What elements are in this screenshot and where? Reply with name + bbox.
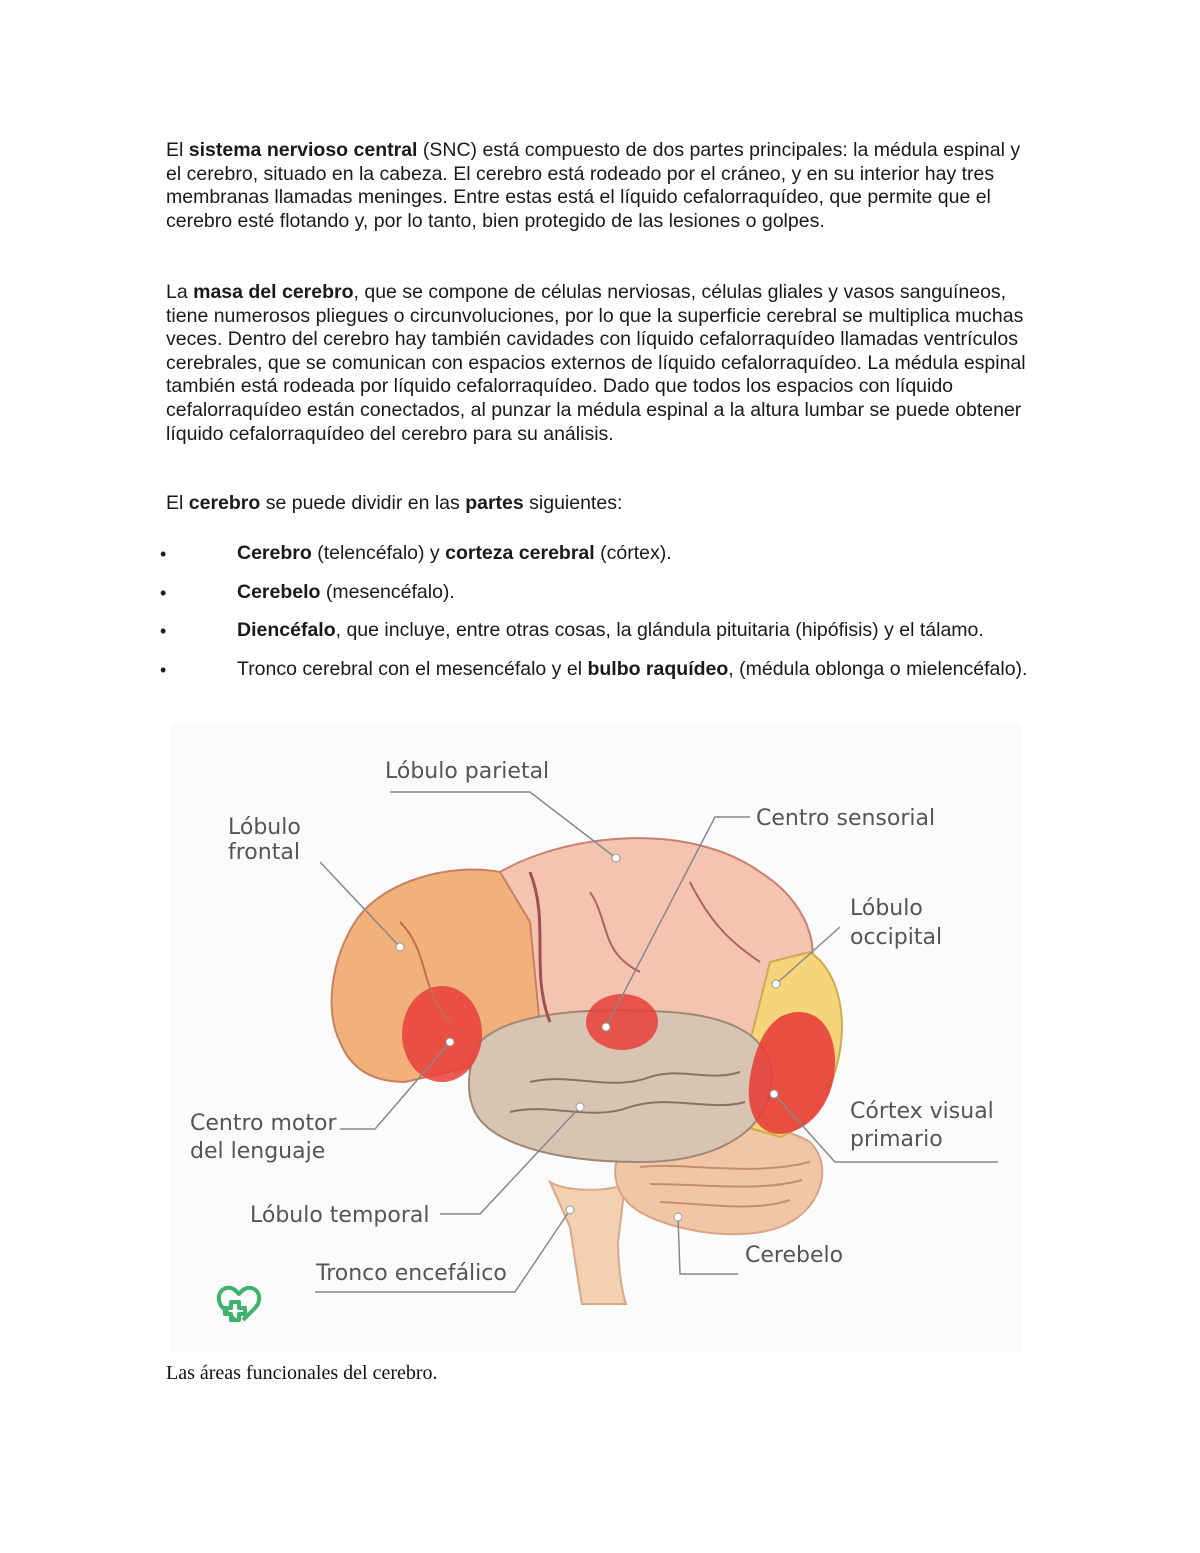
item-text: (telencéfalo) y bbox=[311, 542, 446, 564]
paragraph-text: La bbox=[166, 281, 194, 303]
label-parietal: Lóbulo parietal bbox=[385, 759, 550, 784]
bold-term: partes bbox=[465, 492, 524, 514]
label-temporal: Lóbulo temporal bbox=[250, 1203, 430, 1228]
paragraph-text: El bbox=[166, 492, 189, 514]
bold-term: corteza cerebral bbox=[445, 542, 595, 564]
bold-term: Cerebelo bbox=[237, 580, 321, 603]
brain-diagram-figure bbox=[170, 722, 1022, 1352]
figure-caption: Las áreas funcionales del cerebro. bbox=[166, 1362, 438, 1384]
label-occipital-line1: Lóbulo bbox=[850, 896, 923, 921]
item-text: (mesencéfalo). bbox=[320, 580, 455, 603]
brain-diagram bbox=[170, 722, 1022, 1352]
paragraph-text: se puede dividir en las bbox=[260, 492, 466, 514]
bold-term: Diencéfalo bbox=[237, 619, 336, 642]
item-text: , que incluye, entre otras cosas, la glándula pituitaria (hipófisis) y el tálamo. bbox=[335, 619, 984, 642]
label-sensorial: Centro sensorial bbox=[756, 806, 936, 831]
bold-term: masa del cerebro bbox=[193, 281, 354, 303]
paragraph-text: El bbox=[166, 139, 189, 161]
paragraph-brain-mass bbox=[166, 281, 1036, 446]
paragraph-text: (SNC) está compuesto de dos partes principales: la médula espinal y el cerebro, situado en la cabeza. El cerebro está rodeado por el cráneo, y en su interior hay tres membranas llamadas meninges. Entre estas está el líquido cefalorraquídeo, que permite que el cerebro esté flotando y, por lo tanto, bien protegido de las lesiones o golpes. bbox=[166, 139, 1021, 232]
label-frontal-line1: Lóbulo bbox=[228, 815, 301, 840]
motor-speech-area bbox=[402, 986, 482, 1082]
bold-term: cerebro bbox=[188, 492, 261, 514]
bullet-icon: • bbox=[160, 544, 167, 564]
bullet-icon: • bbox=[160, 621, 167, 642]
paragraph-text: , que se compone de células nerviosas, células gliales y vasos sanguíneos, tiene numerosos pliegues o circunvoluciones, por lo que la superficie cerebral se multiplica muchas veces. Dentro del cerebro hay también cavidades con líquido cefalorraquídeo llamadas ventrículos cerebrales, que se comunican con espacios externos de líquido cefalorraquídeo. La médula espinal también está rodeada por líquido cefalorraquídeo. Dado que todos los espacios con líquido cefalorraquídeo están conectados, al punzar la médula espinal a la altura lumbar se puede obtener líquido cefalorraquídeo del cerebro para su análisis. bbox=[166, 281, 1026, 445]
paragraph-parts-intro bbox=[166, 492, 1036, 516]
paragraph-text: siguientes: bbox=[523, 492, 623, 514]
item-text: , (médula oblonga o mielencéfalo). bbox=[728, 657, 1028, 680]
sensory-area bbox=[586, 994, 658, 1050]
label-motor-line2: del lenguaje bbox=[190, 1139, 326, 1164]
item-text: (córtex). bbox=[594, 542, 672, 564]
label-occipital-line2: occipital bbox=[850, 925, 943, 950]
bold-term: Cerebro bbox=[237, 542, 312, 564]
bold-term: sistema nervioso central bbox=[188, 139, 418, 161]
list-item bbox=[160, 542, 1060, 566]
heart-plus-logo-icon bbox=[219, 1288, 259, 1320]
list-item bbox=[160, 581, 1060, 605]
label-visual-line2: primario bbox=[850, 1127, 943, 1152]
label-cerebelo: Cerebelo bbox=[745, 1243, 844, 1268]
label-visual-line1: Córtex visual bbox=[850, 1099, 994, 1124]
brain-parts-list bbox=[160, 542, 1060, 696]
list-item bbox=[160, 658, 1060, 682]
bullet-icon: • bbox=[160, 659, 167, 680]
item-text: Tronco cerebral con el mesencéfalo y el bbox=[237, 657, 588, 680]
list-item bbox=[160, 619, 1060, 643]
paragraph-snc bbox=[166, 139, 1036, 233]
label-motor-line1: Centro motor bbox=[190, 1111, 337, 1136]
label-tronco: Tronco encefálico bbox=[316, 1261, 507, 1286]
bold-term: bulbo raquídeo bbox=[587, 657, 729, 680]
bullet-icon: • bbox=[160, 582, 167, 603]
label-frontal-line2: frontal bbox=[228, 840, 300, 865]
brainstem-shape bbox=[550, 1182, 626, 1304]
